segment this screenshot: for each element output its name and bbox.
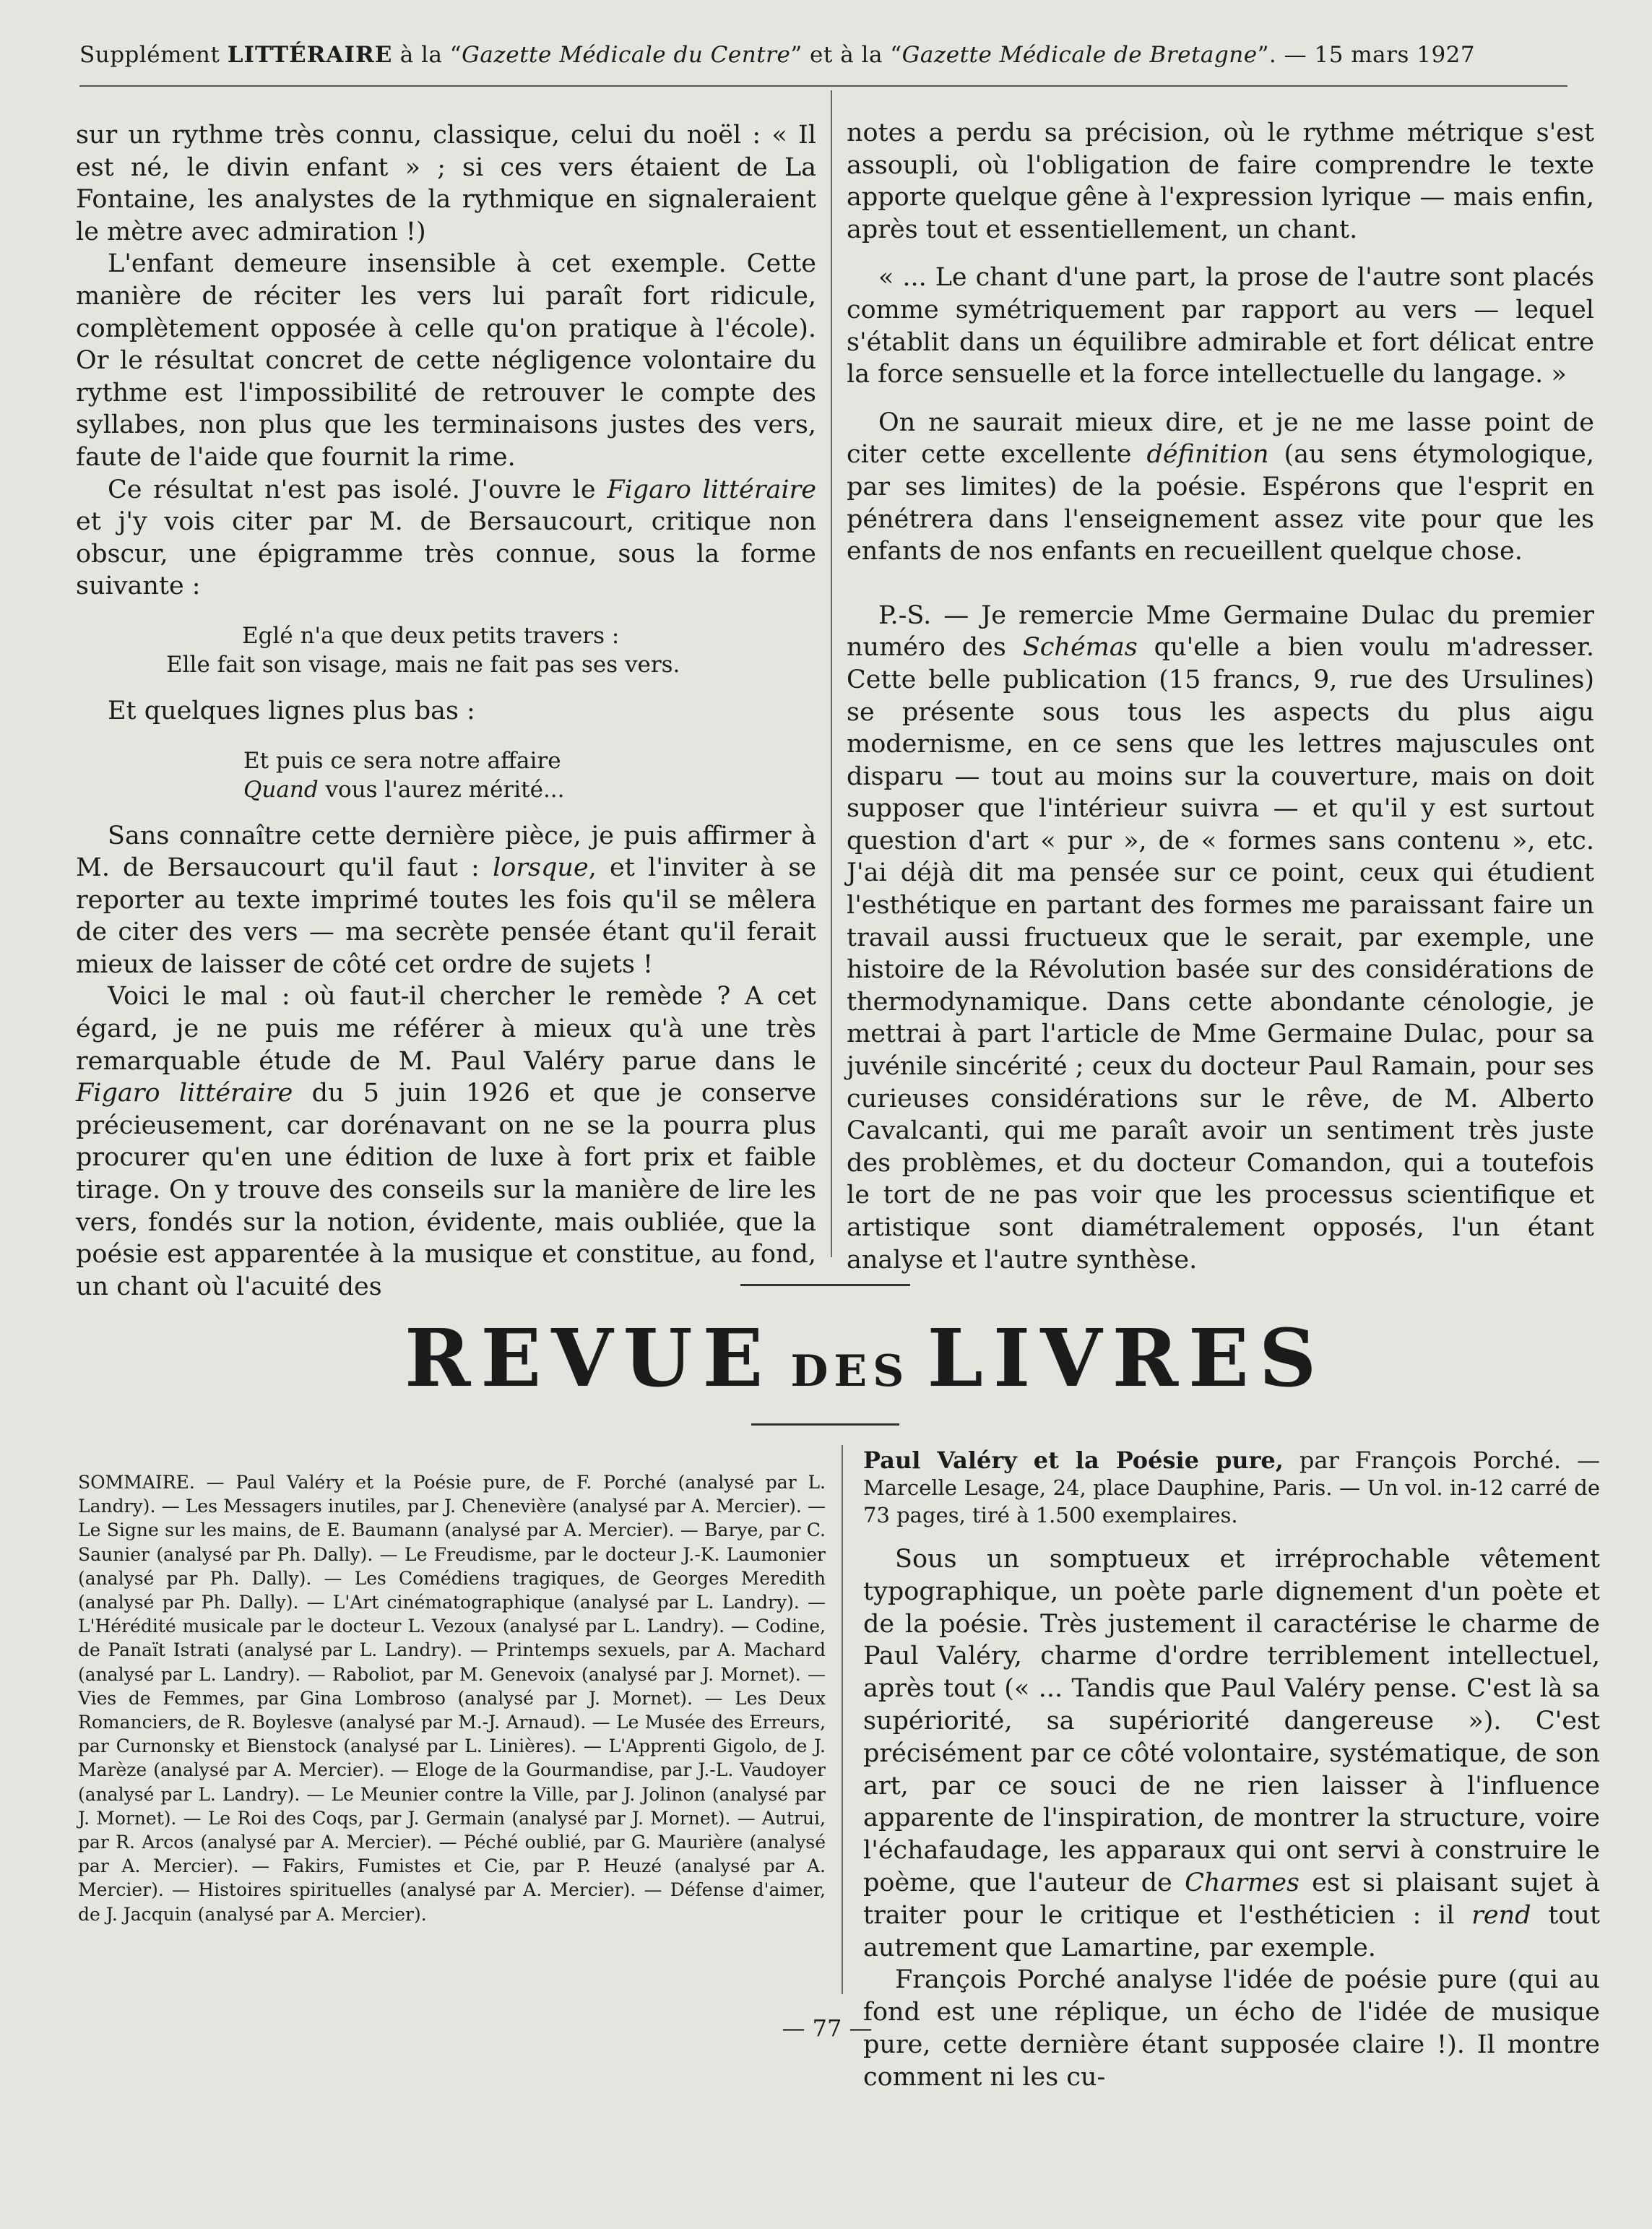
left-paragraph-5: Sans connaître cette dernière pièce, je puis affirmer à M. de Bersaucourt qu'il faut : lorsque, et l'inviter à se reporter au texte imprimé toutes les fois qu'il se mêlera de citer des vers — ma secrète pensée étant qu'il ferait mieux de laisser de côté cet ordre de sujets ! [76,821,816,979]
review-book-title: Paul Valéry et la Poésie pure, [863,1447,1284,1474]
left-column [76,119,816,1303]
sommaire-text: — Paul Valéry et la Poésie pure, de F. Porché (analysé par L. Landry). — Les Messagers inutiles, par J. Chenevière (analysé par A. Mercier). — Le Signe sur les mains, de E. Baumann (analysé par A. Mercier). — Barye, par C. Saunier (analysé par Ph. Dally). — Le Freudisme, par le docteur J.-K. Laumonier (analysé par Ph. Dally). — Les Comédiens tragiques, de Georges Meredith (analysé par Ph. Dally). — L'Art cinématographique (analysé par L. Landry). — L'Hérédité musicale par le docteur L. Vezoux (analysé par L. Landry). — Codine, de Panaït Istrati (analysé par L. Landry). — Printemps sexuels, par A. Machard (analysé par L. Landry). — Raboliot, par M. Genevoix (analysé par J. Mornet). — Vies de Femmes, par Gina Lombroso (analysé par J. Mornet). — Les Deux Romanciers, de R. Boylesve (analysé par M.-J. Arnaud). — Le Musée des Erreurs, par Curnonsky et Bienstock (analysé par L. Linières). — L'Apprenti Gigolo, de J. Marèze (analysé par A. Mercier). — Eloge de la Gourmandise, par J.-L. Vaudoyer (analysé par L. Landry). — Le Meunier contre la Ville, par J. Jolinon (analysé par J. Mornet). — Le Roi des Coqs, par J. Germain (analysé par J. Mornet). — Autrui, par R. Arcos (analysé par A. Mercier). — Péché oublié, par G. Maurière (analysé par A. Mercier). — Fakirs, Fumistes et Cie, par P. Heuzé (analysé par A. Mercier). — Histoires spirituelles (analysé par A. Mercier). — Défense d'aimer, de J. Jacquin (analysé par A. Mercier). [78,1472,826,1925]
sommaire-block [78,1470,826,1926]
sommaire-label: SOMMAIRE. [78,1472,195,1493]
left-paragraph-1: sur un rythme très connu, classique, celui du noël : « Il est né, le divin enfant » ; si ces vers étaient de La Fontaine, les analystes de la rythmique en signaleraient le mètre avec admiration !) [76,121,816,246]
page-number: — 77 — [782,2014,873,2042]
second-verse [76,746,816,804]
header-mid2: ” et à la “ [790,42,902,68]
left-paragraph-6: Voici le mal : où faut-il chercher le remède ? A cet égard, je ne puis me référer à mieux qu'à une très remarquable étude de M. Paul Valéry parue dans le Figaro littéraire du 5 juin 1926 et que je conserve précieusement, car dorénavant on ne se la pourra plus procurer qu'en une édition de luxe à fort prix et faible tirage. On y trouve des conseils sur la manière de lire les vers, fondés sur la notion, évidente, mais oubliée, que la poésie est apparentée à la musique et constitue, au fond, un chant où l'acuité des [76,982,816,1301]
title-rule-bottom [751,1423,899,1426]
right-paragraph-3: On ne saurait mieux dire, et je ne me lasse point de citer cette excellente définition (au sens étymologique, par ses limites) de la poésie. Espérons que l'esprit en pénétrera dans l'enseignement assez vite pour que les enfants de nos enfants en recueillent quelque chose. [847,408,1594,566]
title-rule-top [740,1284,910,1286]
header-rule [79,85,1567,87]
title-word-revue: REVUE [405,1311,774,1405]
review-paragraph-1: Sous un somptueux et irréprochable vêtement typographique, un poète parle dignement d'un poète et de la poésie. Très justement il caractérise le charme de Paul Valéry, charme d'ordre terriblement intellectuel, après tout (« ... Tandis que Paul Valéry pense. C'est là sa supériorité, sa supériorité dangereuse »). C'est précisément par ce côté volontaire, systématique, de son art, par ce souci de ne rien laisser à l'influence apparente de l'inspiration, de montrer la structure, voire l'échafaudage, les apparaux qui ont servi à construire le poème, que l'auteur de Charmes est si plaisant sujet à traiter pour le critique et l'esthéticien : il rend tout autrement que Lamartine, par exemple. [863,1545,1600,1962]
epigram-verse [76,621,816,679]
postscript-paragraph: P.-S. — Je remercie Mme Germaine Dulac du premier numéro des Schémas qu'elle a bien voulu m'adresser. Cette belle publication (15 francs, 9, rue des Ursulines) se présente sous tous les aspects du plus aigu modernisme, en ce sens que les lettres majuscules ont disparu — tout au moins sur la couverture, mais on doit supposer que l'intérieur suivra — et qu'il y est surtout question d'art « pur », de « formes sans contenu », etc. J'ai déjà dit ma pensée sur ce point, ceux qui étudient l'esthétique en partant des formes me paraissant faire un travail aussi fructueux que le serait, par exemple, une histoire de la Révolution basée sur des considérations de thermodynamique. Dans cette abondante cénologie, je mettrai à part l'article de Mme Germaine Dulac, pour sa juvénile sincérité ; ceux du docteur Paul Ramain, pour ses curieuses considérations sur le rêve, de M. Alberto Cavalcanti, qui me paraît avoir un sentiment très juste des problèmes, et du docteur Comandon, qui a toutefois le tort de ne pas voir que les processus scientifique et artistique sont diamétralement opposés, l'un étant analyse et l'autre synthèse. [847,600,1594,1275]
right-column [847,117,1594,1276]
header-gazette-centre: Gazette Médicale du Centre [462,42,791,68]
left-paragraph-2: L'enfant demeure insensible à cet exemple. Cette manière de réciter les vers lui paraît fort ridicule, complètement opposée à celle qu'on pratique à l'école). Or le résultat concret de cette négligence volontaire du rythme est l'impossibilité de retrouver le compte des syllabes, non plus que les terminaisons justes des vers, faute de l'aide que fournit la rime. [76,249,816,472]
header-date: ”. — 15 mars 1927 [1257,42,1476,68]
verse-line: Elle fait son visage, mais ne fait pas ses vers. [166,651,680,678]
review-column [863,1447,1600,2094]
title-word-livres: LIVRES [927,1311,1327,1405]
title-word-des: DES [790,1346,910,1397]
left-paragraph-4: Et quelques lignes plus bas : [108,696,475,725]
review-heading [863,1447,1600,1529]
verse-line: Quand vous l'aurez mérité... [243,776,565,803]
review-publication-info: Marcelle Lesage, 24, place Dauphine, Paris. — Un vol. in-12 carré de 73 pages, tiré à 1.500 exemplaires. [863,1475,1600,1527]
column-divider [831,90,832,1257]
review-paragraph-2: François Porché analyse l'idée de poésie pure (qui au fond est une réplique, un écho de l'idée de musique pure, cette dernière étant supposée claire !). Il montre comment ni les cu- [863,1965,1600,2092]
left-paragraph-3: Ce résultat n'est pas isolé. J'ouvre le Figaro littéraire et j'y vois citer par M. de Bersaucourt, critique non obscur, une épigramme très connue, sous la forme suivante : [76,475,816,601]
header-gazette-bretagne: Gazette Médicale de Bretagne [901,42,1258,68]
column-divider-lower [842,1445,843,1994]
verse-line: Et puis ce sera notre affaire [243,747,561,774]
verse-line: Eglé n'a que deux petits travers : [242,622,620,649]
right-paragraph-1: notes a perdu sa précision, où le rythme métrique s'est assoupli, où l'obligation de faire comprendre le texte apporte quelque gêne à l'expression lyrique — mais enfin, après tout et essentiellement, un chant. [847,118,1594,244]
right-quote-paragraph: « ... Le chant d'une part, la prose de l'autre sont placés comme symétriquement par rapport au vers — lequel s'établit dans un équilibre admirable et fort délicat entre la force sensuelle et la force intellectuelle du langage. » [847,263,1594,389]
header-literaire: LITTÉRAIRE [227,42,393,68]
section-title [405,1311,1327,1405]
review-author: par François Porché. — [1299,1447,1601,1474]
header-pre: Supplément [79,42,220,68]
running-header [79,42,1560,68]
header-mid1: à la “ [399,42,462,68]
